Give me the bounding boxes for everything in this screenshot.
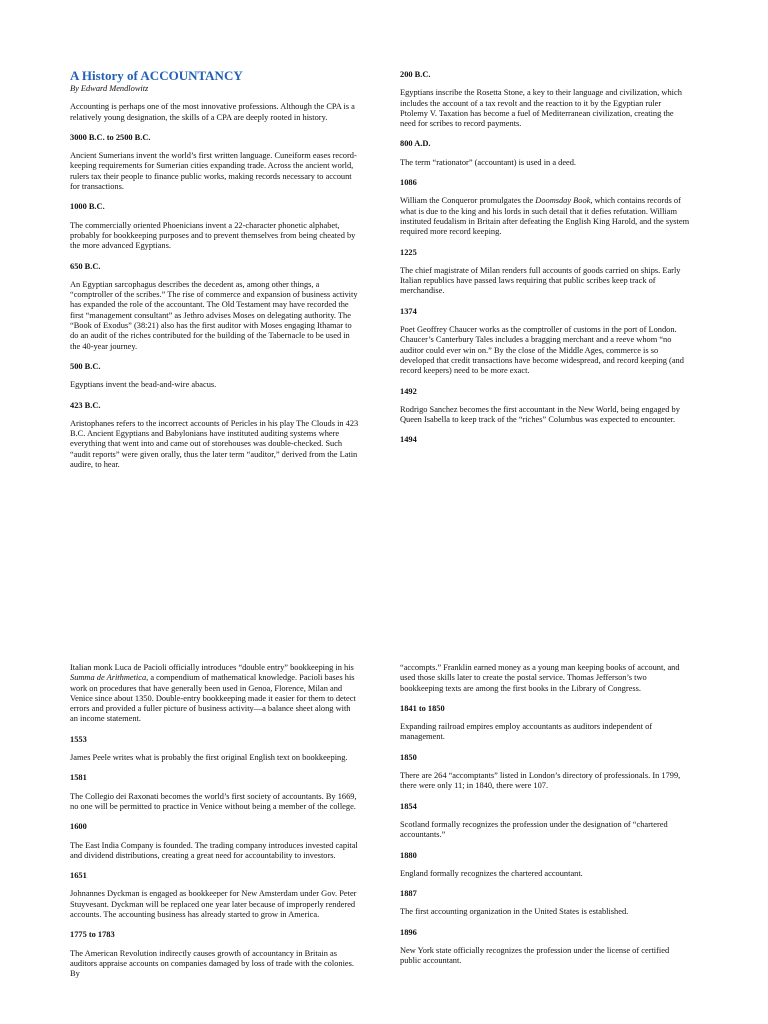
timeline-heading: 500 B.C. xyxy=(70,361,101,371)
timeline-paragraph: The American Revolution indirectly causes growth of accountancy in Britain as auditors appraise accounts on companies damaged by loss of trade with the colonies. By xyxy=(70,948,354,979)
timeline-heading: 650 B.C. xyxy=(70,261,101,271)
timeline-paragraph: The Collegio dei Raxonati becomes the world’s first society of accountants. By 1669, no one will be permitted to practice in Venice without being a member of the college. xyxy=(70,791,357,811)
timeline-paragraph: The commercially oriented Phoenicians invent a 22-character phonetic alphabet, probably for bookkeeping purposes and to prevent themselves from being cheated by the more advanced Egyptians. xyxy=(70,220,356,251)
timeline-paragraph: The term “rationator” (accountant) is used in a deed. xyxy=(400,157,577,167)
author-byline: By Edward Mendlowitz xyxy=(70,84,149,93)
timeline-heading: 1374 xyxy=(400,306,417,316)
timeline-paragraph: Ancient Sumerians invent the world’s first written language. Cuneiform eases record-keeping requirements for Sumerian cities expanding trade. Across the ancient world, rulers tax their people to finance public works, making records necessary to account for transactions. xyxy=(70,151,357,192)
timeline-heading: 1854 xyxy=(400,801,417,811)
book-title: Summa de Arithmetica xyxy=(70,673,147,683)
timeline-heading: 1086 xyxy=(400,178,417,188)
timeline-paragraph xyxy=(400,196,690,237)
top-left-column xyxy=(70,68,360,480)
timeline-paragraph: The first accounting organization in the United States is established. xyxy=(400,907,629,917)
timeline-heading: 1850 xyxy=(400,752,417,762)
timeline-paragraph: Aristophanes refers to the incorrect accounts of Pericles in his play The Clouds in 423 B.C. Ancient Egyptians and Babylonians have instituted auditing systems where everything that went into and came out of storehouses was double-checked. Such “audit reports” were given orally, thus the later term “auditor,” derived from the Latin audire, to hear. xyxy=(70,418,359,470)
timeline-paragraph: Egyptians inscribe the Rosetta Stone, a key to their language and civilization, which includes the account of a tax revolt and the reaction to it by the Egyptian ruler Ptolemy V. Taxation has become a fuel of Mediterranean civilization, creating the need for scribes to record payments. xyxy=(400,88,682,129)
timeline-heading: 1651 xyxy=(70,871,87,881)
timeline-heading: 1553 xyxy=(70,734,87,744)
document-page-bottom xyxy=(0,650,768,1024)
book-title: Doomsday Book xyxy=(535,196,591,206)
timeline-paragraph: New York state officially recognizes the profession under the license of certified public accountant. xyxy=(400,946,670,966)
timeline-paragraph: James Peele writes what is probably the first original English text on bookkeeping. xyxy=(70,753,348,763)
paragraph-text: Italian monk Luca de Pacioli officially introduces “double entry” bookkeeping in his xyxy=(70,663,354,672)
timeline-heading: 1492 xyxy=(400,386,417,396)
bottom-right-column xyxy=(400,663,690,977)
timeline-paragraph: Poet Geoffrey Chaucer works as the comptroller of customs in the port of London. Chaucer’s Canterbury Tales includes a bragging merchant and a reeve whom “no auditor could ever win on.” By the close of the Middle Ages, commerce is so developed that credit transactions have become widespread, and record keeping (and record keepers) need to be more exact. xyxy=(400,325,684,376)
timeline-paragraph: Expanding railroad empires employ accountants as auditors independent of management. xyxy=(400,722,653,742)
timeline-heading: 3000 B.C. to 2500 B.C. xyxy=(70,132,151,142)
timeline-heading: 1880 xyxy=(400,850,417,860)
timeline-heading: 1000 B.C. xyxy=(70,202,105,212)
timeline-paragraph: An Egyptian sarcophagus describes the decedent as, among other things, a “comptroller of the scribes.” The rise of commerce and expansion of business activity has expanded the role of the accountant. The Old Testament may have recorded the first “management consultant” as Jethro advises Moses on delegating authority. The “Book of Exodus” (38:21) also has the first auditor with Moses engaging Ithamar to do an audit of the riches contributed for the building of the Tabernacle to be used in the 40-year journey. xyxy=(70,279,358,351)
paragraph-text: , which contains records of what is due to the king and his lords in such detail that it defies refutation. William instituted feudalism in Britain after defeating the English King Harold, and the system required more record keeping. xyxy=(400,196,690,237)
bottom-left-column xyxy=(70,663,360,990)
paragraph-text: William the Conqueror promulgates the xyxy=(400,196,536,206)
continued-paragraph: “accompts.” Franklin earned money as a young man keeping books of account, and used those skills later to create the postal service. Thomas Jefferson’s two bookkeeping texts are among the first books in the Library of Congress. xyxy=(400,663,680,693)
timeline-paragraph: England formally recognizes the chartered accountant. xyxy=(400,868,583,878)
timeline-paragraph: Scotland formally recognizes the profession under the designation of “chartered accountants.” xyxy=(400,819,668,840)
continued-paragraph xyxy=(70,663,360,725)
timeline-heading: 1225 xyxy=(400,247,417,257)
paragraph-text: , a compendium of mathematical knowledge. Pacioli bases his work on procedures that have generally been used in Genoa, Florence, Milan and Venice since about 1350. Double-entry bookkeeping made it easier for them to detect errors and provided a fuller picture of business activity—a balance sheet along with an income statement. xyxy=(70,673,356,724)
timeline-heading: 1841 to 1850 xyxy=(400,703,445,713)
timeline-heading: 1775 to 1783 xyxy=(70,930,115,940)
timeline-heading: 1494 xyxy=(400,435,417,445)
timeline-heading: 1581 xyxy=(70,773,87,783)
document-title: A History of ACCOUNTANCY xyxy=(70,68,243,83)
timeline-heading: 200 B.C. xyxy=(400,70,431,79)
timeline-heading: 423 B.C. xyxy=(70,400,101,410)
timeline-paragraph: Rodrigo Sanchez becomes the first accountant in the New World, being engaged by Queen Isabella to keep track of the “riches” Columbus was expected to encounter. xyxy=(400,404,680,425)
timeline-heading: 1600 xyxy=(70,822,87,832)
timeline-paragraph: The East India Company is founded. The trading company introduces invested capital and dividend distributions, creating a great need for accountability to investors. xyxy=(70,840,358,860)
timeline-paragraph: Johnannes Dyckman is engaged as bookkeeper for New Amsterdam under Gov. Peter Stuyvesant. Dyckman will be replaced one year later because of improperly rendered accounts. The accounting business has already started to grow in America. xyxy=(70,889,357,920)
timeline-paragraph: There are 264 “accomptants” listed in London’s directory of professionals. In 1799, there were only 11; in 1840, there were 107. xyxy=(400,771,681,791)
top-right-column xyxy=(400,70,690,454)
intro-paragraph: Accounting is perhaps one of the most innovative professions. Although the CPA is a relatively young designation, the skills of a CPA are deeply rooted in history. xyxy=(70,102,355,122)
timeline-heading: 800 A.D. xyxy=(400,139,431,149)
timeline-heading: 1887 xyxy=(400,889,417,899)
timeline-paragraph: The chief magistrate of Milan renders full accounts of goods carried on ships. Early Italian republics have passed laws requiring that public scribes keep track of merchandise. xyxy=(400,265,681,296)
timeline-paragraph: Egyptians invent the bead-and-wire abacus. xyxy=(70,380,217,390)
timeline-heading: 1896 xyxy=(400,927,417,937)
